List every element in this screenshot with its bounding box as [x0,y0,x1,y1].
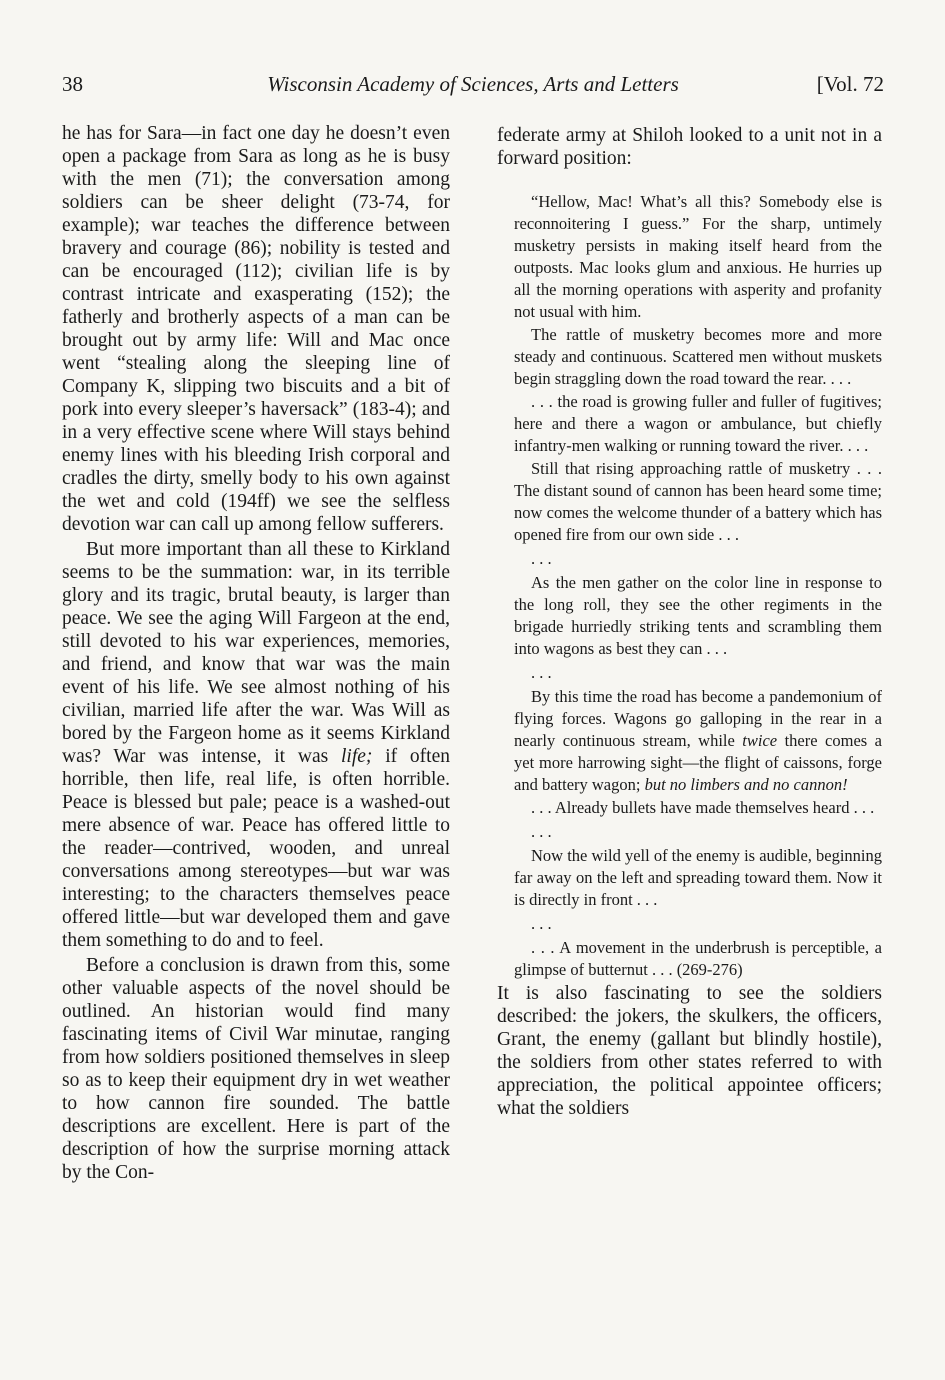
quote-ellipsis: . . . [531,914,552,933]
quote-paragraph: Still that rising approaching rattle of musketry . . . The distant sound of cannon has been heard some time; now comes the welcome thunder of a battery which has opened fire from our own side . . . [514,459,882,544]
paragraph: Before a conclusion is drawn from this, some other valuable aspects of the novel should be outlined. An historian would find many fascinating items of Civil War minutae, ranging from how soldiers positioned themselves in sleep so as to keep their equipment dry in wet weather to how cannon fire sounded. The battle descriptions are excellent. Here is part of the description of how the surprise morning attack by the Con- [62,955,450,1183]
quote-paragraph: . . . Already bullets have made themselves heard . . . [531,798,875,817]
paragraph: It is also fascinating to see the soldiers described: the jokers, the skulkers, the officers, Grant, the enemy (gallant but blindly hostile), the soldiers from other states referred to with appreciation, the political appointee officers; what the soldiers [497,983,882,1119]
quote-ellipsis: . . . [531,822,552,841]
paragraph: he has for Sara—in fact one day he doesn’t even open a package from Sara as long as he is busy with the men (71); the conversation among soldiers can be sheer delight (73-74, for example); war teaches the difference between bravery and courage (86); nobility is tested and can be encouraged (112); civilian life is by contrast intricate and exasperating (152); the fatherly and brotherly aspects of a man can be brought out by army life: Will and Mac once went “stealing along the sleeping line of Company K, slipping two biscuits and a bit of pork into every sleeper’s haversack” (183-4); and in a very effective scene where Will stays behind enemy lines with his bleeding Irish corporal and cradles the dirty, smelly body to his own against the wet and cold (194ff) we see the selfless devotion war can call up among fellow sufferers. [62,123,450,535]
right-column [497,124,882,1120]
quote-paragraph: “Hellow, Mac! What’s all this? Somebody else is reconnoitering I guess.” For the sharp, untimely musketry persists in making itself heard from the outposts. Mac looks glum and anxious. He hurries up all the morning operations with asperity and profanity not usual with him. [514,192,882,321]
quote-paragraph: As the men gather on the color line in response to the long roll, they see the other regiments in the brigade hurriedly striking tents and scrambling them into wagons as best they can . . . [514,573,882,658]
quote-paragraph: Now the wild yell of the enemy is audible, beginning far away on the left and spreading toward them. Now it is directly in front . . . [514,846,883,909]
left-column [62,122,450,1184]
volume-label: [Vol. 72 [816,72,884,96]
quote-ellipsis: . . . [531,549,552,568]
paragraph: federate army at Shiloh looked to a unit not in a forward position: [497,125,882,169]
quote-paragraph: By this time the road has become a pandemonium of flying forces. Wagons go galloping in the rear in a nearly continuous stream, while twice there comes a yet more harrowing sight—the flight of caissons, forge and battery wagon; but no limbers and no cannon! [514,687,882,794]
paragraph: But more important than all these to Kirkland seems to be the summation: war, in its terrible glory and its tragic, brutal beauty, is larger than peace. We see the aging Will Fargeon at the end, still devoted to his war experiences, memories, and friend, and know that war was the main event of his life. We see almost nothing of his civilian, married life after the war. Was Will as bored by the Fargeon home as it seems Kirkland was? War was intense, it was life; if often horrible, then life, real life, is often horrible. Peace is blessed but pale; peace is a washed-out mere absence of war. Peace has offered little to the reader—contrived, wooden, and unreal conversations among stereotypes—but war was interesting; to the characters themselves peace offered little—but war developed them and gave them something to do and to feel. [62,539,450,951]
page-number: 38 [62,72,83,96]
block-quote [514,191,882,981]
quote-ellipsis: . . . [531,663,552,682]
journal-title: Wisconsin Academy of Sciences, Arts and Letters [267,72,679,96]
quote-paragraph: The rattle of musketry becomes more and more steady and continuous. Scattered men without muskets begin straggling down the road toward the rear. . . . [514,325,882,388]
quote-paragraph: . . . the road is growing fuller and fuller of fugitives; here and there a wagon or ambulance, but chiefly infantry-men walking or running toward the river. . . . [514,392,882,455]
quote-paragraph: . . . A movement in the underbrush is perceptible, a glimpse of butternut . . . (269-276) [514,938,882,979]
running-header [62,72,884,102]
